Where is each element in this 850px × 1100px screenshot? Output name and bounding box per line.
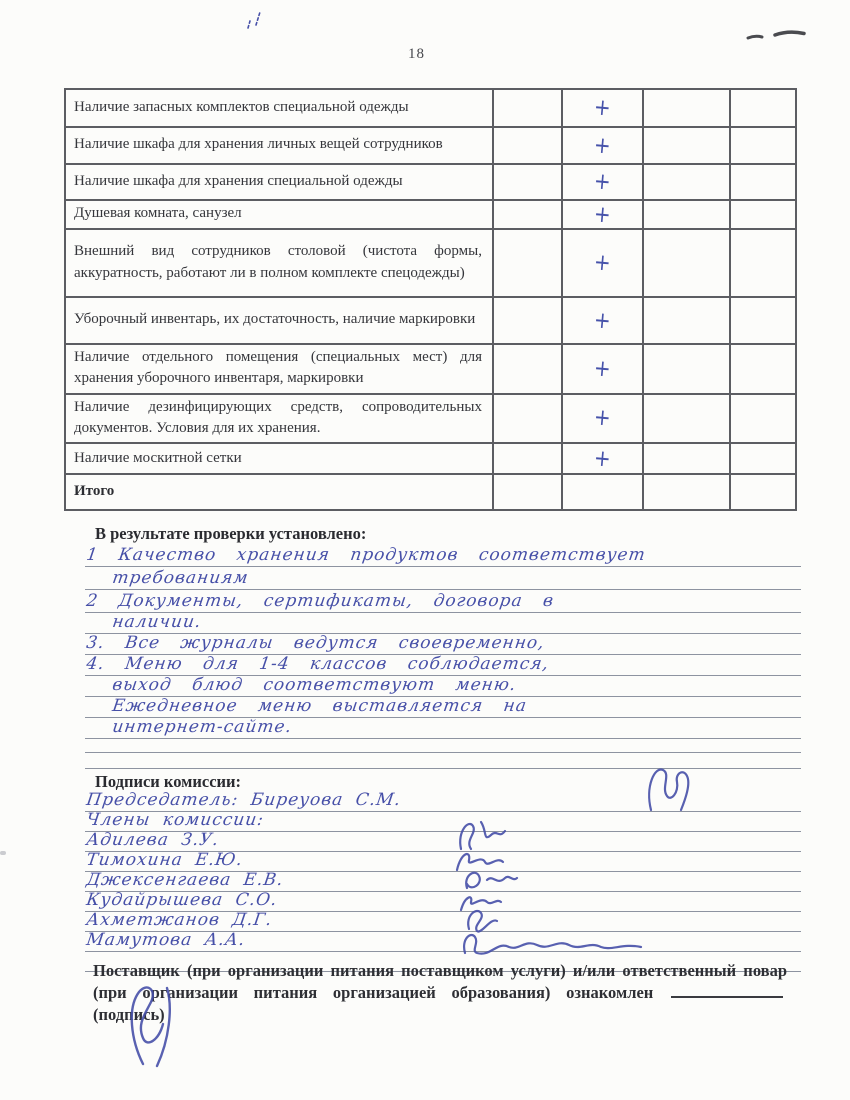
findings-line [85, 613, 801, 634]
handwritten-text: требованиям [111, 568, 251, 588]
checklist-item-label: Наличие дезинфицирующих средств, сопроводительных документов. Условия для их хранения. [65, 394, 493, 444]
checklist-total-row [65, 474, 796, 510]
signee-name: Ахметжанов Д.Г. [85, 910, 274, 930]
findings-line [85, 590, 801, 613]
signature-scribble [641, 762, 697, 814]
table-cell [730, 394, 796, 444]
checklist-row [65, 89, 796, 127]
handwritten-plus-mark: + [592, 402, 613, 432]
check-cell [562, 474, 643, 510]
table-cell [643, 297, 730, 344]
handwritten-plus-mark: + [592, 92, 613, 122]
findings-heading: В результате проверки установлено: [95, 524, 367, 543]
signee-name: Адилева З.У. [85, 830, 221, 850]
handwritten-plus-mark: + [592, 247, 613, 277]
findings-line [85, 567, 801, 590]
checklist-row [65, 443, 796, 474]
table-cell [643, 89, 730, 127]
handwritten-plus-mark: + [592, 130, 613, 159]
signee-name: Председатель: Биреуова С.М. [85, 790, 403, 810]
signature-row [85, 812, 801, 832]
check-cell [562, 297, 643, 344]
signature-row [85, 912, 801, 932]
handwritten-text: 1 Качество хранения продуктов соответствует [85, 545, 648, 565]
ink-mark-top-left [243, 8, 267, 32]
handwritten-plus-mark: + [592, 305, 613, 334]
check-cell [562, 229, 643, 297]
signature-row [85, 872, 801, 892]
findings-line [85, 655, 801, 676]
check-cell [562, 89, 643, 127]
checklist-row [65, 200, 796, 229]
table-cell [730, 344, 796, 394]
findings-line [85, 544, 801, 567]
signature-row [85, 892, 801, 912]
signature-caption: (подпись) [93, 1005, 165, 1024]
check-cell [562, 164, 643, 200]
total-label: Итого [65, 474, 493, 510]
checklist-item-label: Наличие отдельного помещения (специальных мест) для хранения уборочного инвентаря, маркировки [65, 344, 493, 394]
supplier-signature-scribble [113, 980, 193, 1070]
findings-line [85, 676, 801, 697]
check-cell [562, 200, 643, 229]
table-cell [730, 164, 796, 200]
table-cell [730, 474, 796, 510]
check-cell [562, 443, 643, 474]
checklist-row [65, 229, 796, 297]
signee-name: Кудайрышева С.О. [85, 890, 279, 910]
signee-name: Мамутова А.А. [85, 930, 247, 950]
table-cell [493, 394, 562, 444]
handwritten-text: интернет-сайте. [111, 717, 294, 737]
check-cell [562, 127, 643, 164]
checklist-item-label: Наличие шкафа для хранения личных вещей сотрудников [65, 127, 493, 164]
table-cell [493, 297, 562, 344]
table-cell [643, 127, 730, 164]
table-cell [730, 89, 796, 127]
checklist-row [65, 344, 796, 394]
table-cell [493, 229, 562, 297]
table-cell [493, 127, 562, 164]
table-cell [730, 443, 796, 474]
handwritten-text: выход блюд соответствуют меню. [111, 675, 518, 695]
handwritten-text: наличии. [111, 612, 203, 632]
handwritten-text: Ежедневное меню выставляется на [111, 696, 529, 716]
checklist-item-label: Наличие запасных комплектов специальной одежды [65, 89, 493, 127]
findings-section [85, 524, 801, 769]
inspection-checklist-table [64, 88, 797, 511]
table-cell [730, 200, 796, 229]
signatures-heading: Подписи комиссии: [95, 772, 242, 791]
signature-row [85, 852, 801, 872]
handwritten-text: 4. Меню для 1-4 классов соблюдается, [85, 654, 551, 674]
table-cell [643, 164, 730, 200]
checklist-item-label: Наличие шкафа для хранения специальной одежды [65, 164, 493, 200]
checklist-item-label: Уборочный инвентарь, их достаточность, наличие маркировки [65, 297, 493, 344]
handwritten-plus-mark: + [592, 199, 613, 228]
handwritten-plus-mark: + [592, 166, 613, 196]
findings-line [85, 718, 801, 739]
handwritten-text: 2 Документы, сертификаты, договора в [85, 591, 556, 611]
footer-text: Поставщик (при организации питания поставщиком услуги) и/или ответственный повар (при организации питания организацией образования) ознакомлен [93, 961, 787, 1002]
signatures-section [85, 772, 801, 972]
table-cell [643, 474, 730, 510]
findings-line [85, 697, 801, 718]
signee-name: Члены комиссии: [85, 810, 266, 830]
ruled-line-empty [85, 739, 801, 753]
table-cell [730, 229, 796, 297]
table-cell [643, 200, 730, 229]
check-cell [562, 344, 643, 394]
table-cell [730, 297, 796, 344]
table-cell [493, 89, 562, 127]
footer-acknowledgement [93, 960, 787, 1026]
handwritten-text: 3. Все журналы ведутся своевременно, [85, 633, 547, 653]
checklist-row [65, 394, 796, 444]
table-cell [730, 127, 796, 164]
handwritten-plus-mark: + [592, 353, 613, 383]
page-number: 18 [408, 46, 425, 62]
table-cell [493, 200, 562, 229]
checklist-item-label: Душевая комната, санузел [65, 200, 493, 229]
signature-row [85, 832, 801, 852]
scan-artifact-dot [0, 851, 6, 855]
check-cell [562, 394, 643, 444]
signature-blank-line [671, 983, 783, 998]
checklist-row [65, 297, 796, 344]
table-cell [493, 344, 562, 394]
table-cell [643, 443, 730, 474]
table-cell [493, 474, 562, 510]
signature-row [85, 792, 801, 812]
checklist-item-label: Внешний вид сотрудников столовой (чистота формы, аккуратность, работают ли в полном комплекте спецодежды) [65, 229, 493, 297]
checklist-row [65, 164, 796, 200]
table-cell [493, 164, 562, 200]
table-cell [643, 344, 730, 394]
pen-mark-top-right [745, 26, 807, 44]
table-cell [643, 229, 730, 297]
checklist-row [65, 127, 796, 164]
signature-row [85, 932, 801, 952]
signee-name: Джексенгаева Е.В. [85, 870, 285, 890]
checklist-item-label: Наличие москитной сетки [65, 443, 493, 474]
handwritten-plus-mark: + [592, 443, 613, 473]
findings-line [85, 634, 801, 655]
signee-name: Тимохина Е.Ю. [85, 850, 245, 870]
table-cell [643, 394, 730, 444]
table-cell [493, 443, 562, 474]
